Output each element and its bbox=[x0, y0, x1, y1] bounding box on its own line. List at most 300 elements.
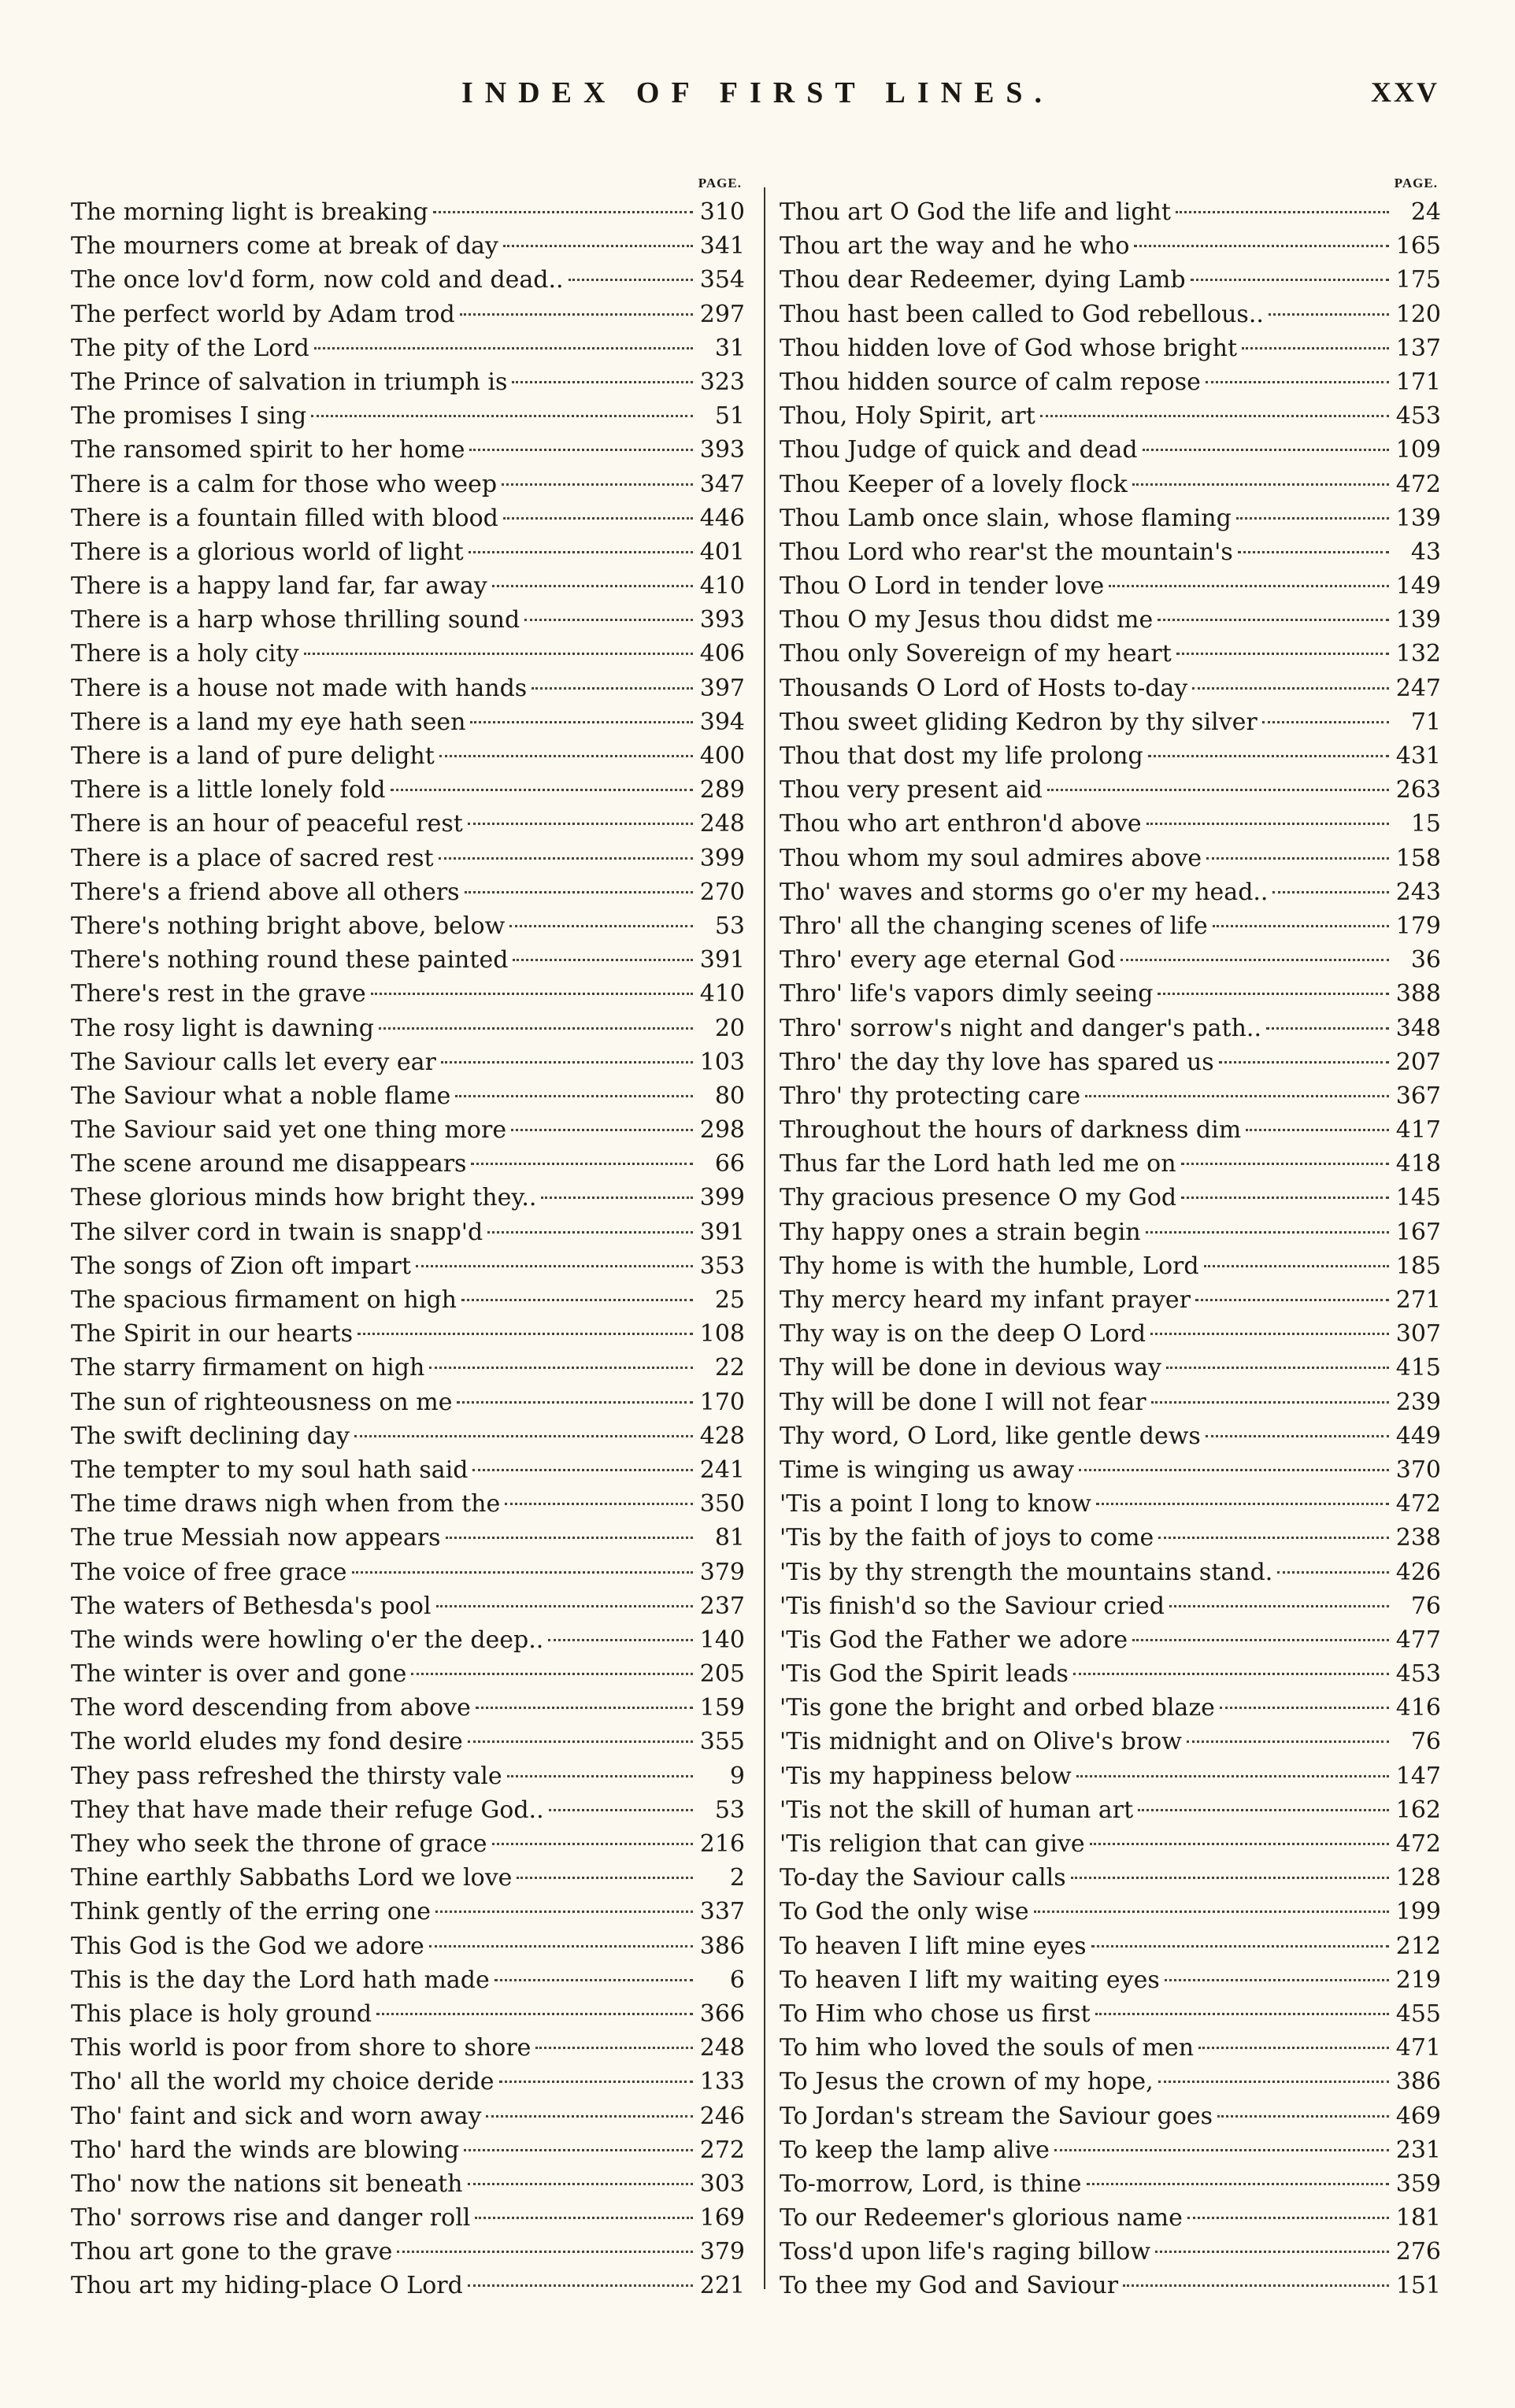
page-ref: 347 bbox=[699, 470, 745, 498]
dot-leader bbox=[1158, 1537, 1389, 1539]
first-line-text: Tho' all the world my choice deride bbox=[71, 2068, 495, 2096]
first-line-text: Thou, Holy Spirit, art bbox=[780, 402, 1035, 431]
first-line-text: To heaven I lift mine eyes bbox=[780, 1932, 1087, 1960]
index-entry bbox=[71, 1759, 745, 1793]
dot-leader bbox=[1151, 1401, 1389, 1404]
first-line-text: Thou whom my soul admires above bbox=[780, 844, 1202, 872]
dot-leader bbox=[1266, 1027, 1389, 1030]
index-entry bbox=[71, 1725, 745, 1759]
first-line-text: There is a holy city bbox=[71, 640, 299, 668]
index-entry bbox=[71, 365, 745, 399]
page-ref: 297 bbox=[699, 300, 745, 328]
index-entry bbox=[780, 1555, 1441, 1589]
index-entry bbox=[71, 263, 745, 297]
first-line-text: The sun of righteousness on me bbox=[71, 1388, 453, 1416]
first-line-text: The winter is over and gone bbox=[71, 1660, 407, 1689]
index-entry bbox=[71, 1045, 745, 1079]
page-ref: 53 bbox=[714, 1796, 745, 1824]
index-entry bbox=[780, 468, 1441, 501]
index-entry bbox=[780, 1929, 1441, 1963]
index-entry bbox=[780, 943, 1441, 977]
dot-leader bbox=[532, 687, 693, 690]
index-entry bbox=[71, 569, 745, 603]
index-entry bbox=[71, 2167, 745, 2201]
page-ref: 472 bbox=[1395, 1830, 1441, 1858]
page-ref: 165 bbox=[1395, 232, 1441, 261]
first-line-text: To him who loved the souls of men bbox=[780, 2034, 1195, 2062]
dot-leader bbox=[304, 653, 693, 655]
index-entry bbox=[780, 2099, 1441, 2133]
index-entry bbox=[71, 1997, 745, 2031]
dot-leader bbox=[439, 755, 693, 757]
index-entry bbox=[71, 195, 745, 229]
index-entry bbox=[71, 1249, 745, 1283]
dot-leader bbox=[311, 415, 693, 417]
page-ref: 158 bbox=[1395, 844, 1441, 872]
page-ref: 431 bbox=[1395, 742, 1441, 770]
first-line-text: There's nothing bright above, below bbox=[71, 912, 506, 940]
first-line-text: Tho' hard the winds are blowing bbox=[71, 2136, 460, 2164]
index-entry bbox=[71, 1487, 745, 1521]
index-entry bbox=[71, 1215, 745, 1249]
page-ref: 103 bbox=[699, 1048, 745, 1076]
page-ref: 2 bbox=[729, 1864, 745, 1892]
first-line-text: To Jordan's stream the Saviour goes bbox=[780, 2102, 1213, 2130]
dot-leader bbox=[1146, 1231, 1389, 1234]
first-line-text: There is a fountain filled with blood bbox=[71, 504, 498, 532]
first-line-text: Thou very present aid bbox=[780, 776, 1043, 805]
first-line-text: Thou sweet gliding Kedron by thy silver bbox=[780, 708, 1258, 736]
dot-leader bbox=[1176, 653, 1389, 655]
first-line-text: 'Tis by the faith of joys to come bbox=[780, 1524, 1154, 1552]
page-ref: 207 bbox=[1395, 1048, 1441, 1076]
dot-leader bbox=[541, 1197, 693, 1199]
index-entry bbox=[780, 1963, 1441, 1997]
dot-leader bbox=[1236, 517, 1389, 520]
page-ref: 428 bbox=[699, 1422, 745, 1450]
index-entry bbox=[71, 1147, 745, 1181]
index-entry bbox=[71, 1317, 745, 1351]
page-ref: 179 bbox=[1395, 912, 1441, 940]
index-entry bbox=[780, 1249, 1441, 1283]
index-entry bbox=[71, 1623, 745, 1657]
dot-leader bbox=[495, 1979, 693, 1981]
page-ref: 453 bbox=[1395, 402, 1441, 431]
page-ref: 386 bbox=[699, 1932, 745, 1960]
first-line-text: To keep the lamp alive bbox=[780, 2136, 1050, 2164]
page-ref: 238 bbox=[1395, 1524, 1441, 1552]
page-ref: 139 bbox=[1395, 504, 1441, 532]
page-ref: 370 bbox=[1395, 1456, 1441, 1484]
first-line-text: Thine earthly Sabbaths Lord we love bbox=[71, 1864, 513, 1892]
dot-leader bbox=[509, 925, 693, 927]
index-entry bbox=[780, 1691, 1441, 1725]
index-entry bbox=[780, 2201, 1441, 2235]
index-entry bbox=[780, 1793, 1441, 1827]
page-ref: 270 bbox=[699, 878, 745, 906]
first-line-text: This place is holy ground bbox=[71, 1999, 372, 2028]
first-line-text: The Prince of salvation in triumph is bbox=[71, 368, 508, 396]
dot-leader bbox=[1176, 211, 1389, 213]
index-entry bbox=[780, 569, 1441, 603]
dot-leader bbox=[471, 1163, 693, 1165]
right-column bbox=[780, 172, 1441, 2303]
dot-leader bbox=[411, 1673, 693, 1675]
index-entry bbox=[780, 1012, 1441, 1045]
index-entry bbox=[71, 1929, 745, 1963]
page-ref: 379 bbox=[699, 2238, 745, 2266]
dot-leader bbox=[465, 891, 693, 893]
page-ref: 350 bbox=[699, 1490, 745, 1518]
index-entry bbox=[71, 1691, 745, 1725]
first-line-text: The Saviour calls let every ear bbox=[71, 1048, 436, 1076]
page-ref: 341 bbox=[699, 232, 745, 261]
first-line-text: The spacious firmament on high bbox=[71, 1286, 457, 1314]
dot-leader bbox=[1143, 449, 1389, 451]
dot-leader bbox=[1219, 1061, 1389, 1063]
dot-leader bbox=[1040, 415, 1389, 417]
first-line-text: Thou art O God the life and light bbox=[780, 198, 1171, 226]
dot-leader bbox=[503, 245, 693, 247]
page-ref: 243 bbox=[1395, 878, 1441, 906]
first-line-text: Thou dear Redeemer, dying Lamb bbox=[780, 266, 1186, 294]
index-entry bbox=[71, 1555, 745, 1589]
page-ref: 415 bbox=[1395, 1354, 1441, 1382]
page-ref: 231 bbox=[1395, 2136, 1441, 2164]
index-entry bbox=[780, 1895, 1441, 1929]
index-entry bbox=[780, 1623, 1441, 1657]
first-line-text: Thy will be done in devious way bbox=[780, 1354, 1161, 1382]
index-entry bbox=[780, 2235, 1441, 2269]
first-line-text: Thou Keeper of a lovely flock bbox=[780, 470, 1128, 498]
first-line-text: Thou who art enthron'd above bbox=[780, 810, 1142, 838]
index-entry bbox=[780, 2269, 1441, 2303]
page-ref: 348 bbox=[1395, 1014, 1441, 1042]
first-line-text: Thou hast been called to God rebellous.. bbox=[780, 300, 1264, 328]
first-line-text: Thou art gone to the grave bbox=[71, 2238, 393, 2266]
page-ref: 472 bbox=[1395, 470, 1441, 498]
first-line-text: To our Redeemer's glorious name bbox=[780, 2204, 1183, 2232]
dot-leader bbox=[397, 2251, 693, 2253]
first-line-text: 'Tis a point I long to know bbox=[780, 1490, 1091, 1518]
index-entry bbox=[71, 2031, 745, 2065]
index-entry bbox=[780, 1147, 1441, 1181]
dot-leader bbox=[1217, 2115, 1389, 2118]
page-ref: 109 bbox=[1395, 436, 1441, 464]
dot-leader bbox=[429, 1945, 693, 1947]
index-entry bbox=[780, 229, 1441, 263]
dot-leader bbox=[441, 1061, 693, 1063]
first-line-text: Thou Judge of quick and dead bbox=[780, 436, 1138, 464]
first-line-text: There's nothing round these painted bbox=[71, 946, 509, 975]
index-entry bbox=[780, 1657, 1441, 1691]
index-entry bbox=[71, 773, 745, 807]
page-ref: 147 bbox=[1395, 1762, 1441, 1790]
index-entry bbox=[71, 1283, 745, 1317]
page-ref: 410 bbox=[699, 572, 745, 601]
dot-leader bbox=[507, 1775, 693, 1777]
page-ref: 276 bbox=[1395, 2238, 1441, 2266]
index-entry bbox=[780, 1997, 1441, 2031]
dot-leader bbox=[446, 1537, 694, 1539]
first-line-text: The songs of Zion oft impart bbox=[71, 1252, 411, 1280]
first-line-text: Thy home is with the humble, Lord bbox=[780, 1252, 1199, 1280]
page-ref: 149 bbox=[1395, 572, 1441, 601]
page-ref: 271 bbox=[1395, 1286, 1441, 1314]
dot-leader bbox=[1155, 2251, 1389, 2253]
index-entry bbox=[780, 501, 1441, 535]
first-line-text: Thy mercy heard my infant prayer bbox=[780, 1286, 1191, 1314]
first-line-text: Thy word, O Lord, like gentle dews bbox=[780, 1422, 1201, 1450]
dot-leader bbox=[1034, 1910, 1389, 1913]
page-ref: 337 bbox=[699, 1898, 745, 1926]
dot-leader bbox=[513, 959, 693, 961]
page-header bbox=[0, 76, 1515, 123]
page-ref: 471 bbox=[1395, 2034, 1441, 2062]
first-line-text: There is a land of pure delight bbox=[71, 742, 435, 770]
page-ref: 303 bbox=[699, 2169, 745, 2198]
index-entry bbox=[780, 1351, 1441, 1385]
first-line-text: There is a place of sacred rest bbox=[71, 844, 434, 872]
dot-leader bbox=[1076, 1775, 1389, 1777]
first-line-text: Throughout the hours of darkness dim bbox=[780, 1116, 1242, 1145]
dot-leader bbox=[468, 2284, 693, 2287]
dot-leader bbox=[1095, 2013, 1389, 2015]
first-line-text: The tempter to my soul hath said bbox=[71, 1456, 469, 1484]
page-ref: 394 bbox=[699, 708, 745, 736]
dot-leader bbox=[357, 1333, 693, 1335]
dot-leader bbox=[1187, 2217, 1389, 2219]
page-ref: 272 bbox=[699, 2136, 745, 2164]
dot-leader bbox=[468, 1740, 693, 1743]
page-ref: 406 bbox=[699, 640, 745, 668]
index-entry bbox=[71, 1827, 745, 1861]
page-ref: 139 bbox=[1395, 606, 1441, 634]
dot-leader bbox=[1277, 1571, 1389, 1574]
first-line-text: Tho' faint and sick and worn away bbox=[71, 2102, 482, 2130]
index-entry bbox=[71, 501, 745, 535]
page-ref: 417 bbox=[1395, 1116, 1441, 1145]
dot-leader bbox=[499, 2081, 693, 2083]
first-line-text: To Jesus the crown of my hope, bbox=[780, 2068, 1154, 2096]
index-entry bbox=[71, 2099, 745, 2133]
index-entry bbox=[780, 637, 1441, 671]
index-entry bbox=[780, 1759, 1441, 1793]
index-entry bbox=[780, 1453, 1441, 1487]
first-line-text: The promises I sing bbox=[71, 402, 307, 431]
page-ref: 151 bbox=[1395, 2272, 1441, 2300]
page-ref: 391 bbox=[699, 946, 745, 975]
first-line-text: Thro' the day thy love has spared us bbox=[780, 1048, 1214, 1076]
first-line-text: Thou Lord who rear'st the mountain's bbox=[780, 538, 1233, 566]
first-line-text: The scene around me disappears bbox=[71, 1150, 467, 1178]
dot-leader bbox=[468, 2183, 694, 2185]
page-ref: 367 bbox=[1395, 1082, 1441, 1110]
dot-leader bbox=[1132, 1639, 1389, 1641]
dot-leader bbox=[1206, 1435, 1389, 1437]
index-entry bbox=[71, 1521, 745, 1555]
dot-leader bbox=[439, 857, 693, 860]
index-entry bbox=[71, 1385, 745, 1419]
dot-leader bbox=[1096, 1503, 1389, 1505]
index-entry bbox=[71, 2133, 745, 2167]
dot-leader bbox=[470, 721, 693, 723]
first-line-text: The time draws nigh when from the bbox=[71, 1490, 501, 1518]
first-line-text: Thou that dost my life prolong bbox=[780, 742, 1143, 770]
page-ref: 416 bbox=[1395, 1694, 1441, 1722]
page-ref: 355 bbox=[699, 1728, 745, 1756]
first-line-text: Thus far the Lord hath led me on bbox=[780, 1150, 1176, 1178]
page-ref: 175 bbox=[1395, 266, 1441, 294]
first-line-text: The winds were howling o'er the deep.. bbox=[71, 1626, 544, 1654]
dot-leader bbox=[1192, 687, 1389, 690]
page-ref: 205 bbox=[699, 1660, 745, 1689]
dot-leader bbox=[475, 2217, 693, 2219]
page-ref: 393 bbox=[699, 606, 745, 634]
first-line-text: This is the day the Lord hath made bbox=[71, 1966, 490, 1994]
index-entry bbox=[780, 1215, 1441, 1249]
page-ref: 446 bbox=[699, 504, 745, 532]
dot-leader bbox=[1246, 1129, 1389, 1131]
dot-leader bbox=[1169, 1605, 1389, 1607]
index-entry bbox=[780, 1283, 1441, 1317]
first-line-text: They pass refreshed the thirsty vale bbox=[71, 1762, 502, 1790]
page-column-label: PAGE. bbox=[698, 176, 742, 190]
page-ref: 145 bbox=[1395, 1184, 1441, 1212]
index-entry bbox=[780, 195, 1441, 229]
page-ref: 170 bbox=[699, 1388, 745, 1416]
dot-leader bbox=[503, 517, 693, 520]
index-entry bbox=[71, 535, 745, 569]
dot-leader bbox=[1191, 279, 1389, 281]
index-entry bbox=[71, 739, 745, 773]
dot-leader bbox=[1187, 1740, 1389, 1743]
first-line-text: To heaven I lift my waiting eyes bbox=[780, 1966, 1160, 1994]
page-ref: 43 bbox=[1410, 538, 1441, 566]
dot-leader bbox=[492, 1843, 693, 1845]
page-ref: 24 bbox=[1410, 198, 1441, 226]
first-line-text: Toss'd upon life's raging billow bbox=[780, 2238, 1151, 2266]
page-ref: 241 bbox=[699, 1456, 745, 1484]
dot-leader bbox=[391, 789, 693, 791]
dot-leader bbox=[379, 1027, 693, 1030]
dot-leader bbox=[1134, 245, 1389, 247]
index-entry bbox=[780, 2167, 1441, 2201]
page-ref: 80 bbox=[714, 1082, 745, 1110]
page-ref: 366 bbox=[699, 1999, 745, 2028]
page-ref: 248 bbox=[699, 810, 745, 838]
dot-leader bbox=[1213, 925, 1389, 927]
index-entry bbox=[71, 1181, 745, 1215]
first-line-text: To-day the Saviour calls bbox=[780, 1864, 1066, 1892]
dot-leader bbox=[371, 993, 693, 995]
dot-leader bbox=[352, 1571, 694, 1574]
page-ref: 469 bbox=[1395, 2102, 1441, 2130]
page-ref: 31 bbox=[714, 334, 745, 362]
first-line-text: The Spirit in our hearts bbox=[71, 1320, 353, 1348]
first-line-text: The morning light is breaking bbox=[71, 198, 428, 226]
first-line-text: There is a harp whose thrilling sound bbox=[71, 606, 520, 634]
index-entry bbox=[780, 2031, 1441, 2065]
page-ref: 472 bbox=[1395, 1490, 1441, 1518]
first-line-text: There is a land my eye hath seen bbox=[71, 708, 466, 736]
first-line-text: The Saviour what a noble flame bbox=[71, 1082, 451, 1110]
page-ref: 71 bbox=[1410, 708, 1441, 736]
dot-leader bbox=[1047, 789, 1389, 791]
dot-leader bbox=[1079, 1469, 1389, 1471]
page-ref: 6 bbox=[729, 1966, 745, 1994]
page-ref: 81 bbox=[714, 1524, 745, 1552]
page-ref: 216 bbox=[699, 1830, 745, 1858]
first-line-text: Thy happy ones a strain begin bbox=[780, 1218, 1141, 1246]
first-line-text: Thousands O Lord of Hosts to-day bbox=[780, 674, 1188, 702]
index-entry bbox=[71, 909, 745, 943]
index-entry bbox=[780, 875, 1441, 909]
page-ref: 167 bbox=[1395, 1218, 1441, 1246]
page-ref: 181 bbox=[1395, 2204, 1441, 2232]
page-ref: 15 bbox=[1410, 810, 1441, 838]
dot-leader bbox=[354, 1435, 693, 1437]
dot-leader bbox=[486, 2115, 693, 2118]
dot-leader bbox=[457, 1401, 693, 1404]
first-line-text: Thro' life's vapors dimly seeing bbox=[780, 980, 1154, 1008]
dot-leader bbox=[512, 381, 693, 383]
index-entry bbox=[71, 1589, 745, 1623]
index-entry bbox=[780, 2065, 1441, 2099]
first-line-text: Thro' thy protecting care bbox=[780, 1082, 1081, 1110]
first-line-text: To God the only wise bbox=[780, 1898, 1029, 1926]
dot-leader bbox=[1073, 1673, 1389, 1675]
page-ref: 159 bbox=[699, 1694, 745, 1722]
dot-leader bbox=[1269, 313, 1389, 316]
index-entry bbox=[780, 603, 1441, 637]
dot-leader bbox=[1206, 857, 1389, 860]
page-ref: 323 bbox=[699, 368, 745, 396]
page-ref: 239 bbox=[1395, 1388, 1441, 1416]
first-line-text: 'Tis God the Father we adore bbox=[780, 1626, 1128, 1654]
page-ref: 399 bbox=[699, 1184, 745, 1212]
index-entry bbox=[71, 1861, 745, 1895]
dot-leader bbox=[1085, 1095, 1389, 1097]
first-line-text: The perfect world by Adam trod bbox=[71, 300, 455, 328]
page-ref: 388 bbox=[1395, 980, 1441, 1008]
page-ref: 22 bbox=[714, 1354, 745, 1382]
page-ref: 185 bbox=[1395, 1252, 1441, 1280]
index-entry bbox=[71, 1079, 745, 1113]
page-ref: 51 bbox=[714, 402, 745, 431]
index-entry bbox=[71, 399, 745, 433]
page-ref: 162 bbox=[1395, 1796, 1441, 1824]
first-line-text: The Saviour said yet one thing more bbox=[71, 1116, 507, 1145]
index-entry bbox=[780, 1045, 1441, 1079]
first-line-text: The ransomed spirit to her home bbox=[71, 436, 465, 464]
index-entry bbox=[71, 1113, 745, 1147]
page-ref: 397 bbox=[699, 674, 745, 702]
page-ref: 307 bbox=[1395, 1320, 1441, 1348]
page-ref: 66 bbox=[714, 1150, 745, 1178]
dot-leader bbox=[472, 1469, 693, 1471]
index-entry bbox=[71, 1419, 745, 1453]
dot-leader bbox=[1132, 483, 1389, 486]
dot-leader bbox=[1272, 891, 1389, 893]
first-line-text: There is a little lonely fold bbox=[71, 776, 386, 805]
page-ref: 263 bbox=[1395, 776, 1441, 805]
dot-leader bbox=[455, 1095, 693, 1097]
first-line-text: To-morrow, Lord, is thine bbox=[780, 2169, 1082, 2198]
page-number: XXV bbox=[1371, 76, 1439, 108]
index-entry bbox=[71, 1963, 745, 1997]
page-ref: 53 bbox=[714, 912, 745, 940]
